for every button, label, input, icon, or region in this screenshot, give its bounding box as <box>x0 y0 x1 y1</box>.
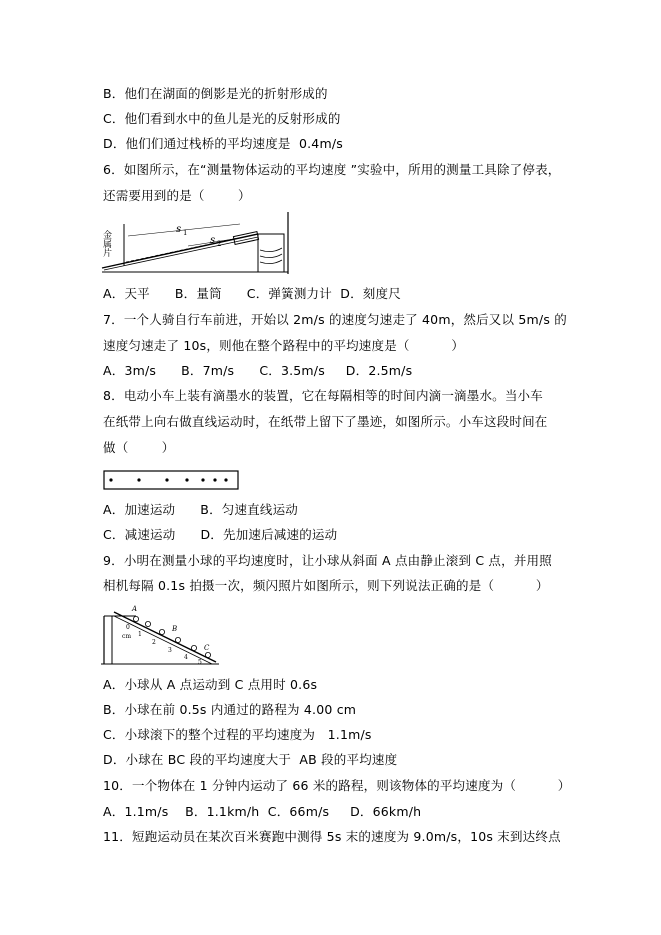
tick-label: 4 <box>184 654 188 661</box>
q11-stem: 11．短跑运动员在某次百米赛跑中测得 5s 末的速度为 9.0m/s，10s 末到达终点 <box>103 829 561 844</box>
q8-stem-line-3: 做（ ） <box>103 440 175 455</box>
q6-stem-line-1: 6．如图所示，在“测量物体运动的平均速度 ”实验中，所用的测量工具除了停表， <box>103 162 561 177</box>
point-b-label: B <box>172 625 178 633</box>
q8-stem-line-2: 在纸带上向右做直线运动时，在纸带上留下了墨迹，如图所示。小车这段时间在 <box>103 414 548 429</box>
q9-incline-figure <box>100 602 220 666</box>
q9-option-b: B．小球在前 0.5s 内通过的路程为 4.00 cm <box>103 702 357 717</box>
tick-label: 3 <box>168 647 172 654</box>
tick-label: 1 <box>138 631 142 638</box>
q10-stem: 10．一个物体在 1 分钟内运动了 66 米的路程，则该物体的平均速度为（ ） <box>103 778 571 793</box>
option-b-line: B．他们在湖面的倒影是光的折射形成的 <box>103 86 328 101</box>
s2-sub-label: 2 <box>217 240 222 248</box>
unit-label: cm <box>122 633 132 640</box>
q8-options-1: A．加速运动 B．匀速直线运动 <box>103 502 298 517</box>
q9-option-c: C．小球滚下的整个过程的平均速度为 1.1m/s <box>103 727 372 742</box>
q7-options: A．3m/s B．7m/s C．3.5m/s D．2.5m/s <box>103 363 413 378</box>
s1-label: s <box>176 224 182 235</box>
q7-stem-line-2: 速度匀速走了 10s，则他在整个路程中的平均速度是（ ） <box>103 338 465 353</box>
tick-label: 5 <box>198 659 202 666</box>
q7-stem-line-1: 7．一个人骑自行车前进，开始以 2m/s 的速度匀速走了 40m，然后又以 5m/s 的 <box>103 312 567 327</box>
q9-stem-line-2: 相机每隔 0.1s 拍摄一次，频闪照片如图所示，则下列说法正确的是（ ） <box>103 578 549 593</box>
q6-stem-line-2: 还需要用到的是（ ） <box>103 188 251 203</box>
point-a-label: A <box>132 605 138 613</box>
ink-tape-figure <box>103 470 239 490</box>
option-d-line: D．他们们通过栈桥的平均速度是 0.4m/s <box>103 136 343 151</box>
tick-label: 2 <box>152 639 156 646</box>
q8-stem-line-1: 8．电动小车上装有滴墨水的装置，它在每隔相等的时间内滴一滴墨水。当小车 <box>103 388 543 403</box>
q9-option-a: A．小球从 A 点运动到 C 点用时 0.6s <box>103 677 318 692</box>
q8-options-2: C．减速运动 D．先加速后减速的运动 <box>103 527 338 542</box>
option-c-line: C．他们看到水中的鱼儿是光的反射形成的 <box>103 111 341 126</box>
s1-sub-label: 1 <box>183 229 188 237</box>
q10-options: A．1.1m/s B．1.1km/h C．66m/s D．66km/h <box>103 804 422 819</box>
point-c-label: C <box>204 644 210 652</box>
q6-incline-figure <box>100 210 292 276</box>
q9-option-d: D．小球在 BC 段的平均速度大于 AB 段的平均速度 <box>103 752 398 767</box>
metal-plate-label: 金属片 <box>101 230 111 257</box>
q9-stem-line-1: 9．小明在测量小球的平均速度时，让小球从斜面 A 点由静止滚到 C 点，并用照 <box>103 553 552 568</box>
q6-options: A．天平 B．量筒 C．弹簧测力计 D．刻度尺 <box>103 286 401 301</box>
s2-label: s <box>210 235 216 246</box>
tick-label: 0 <box>126 624 130 631</box>
